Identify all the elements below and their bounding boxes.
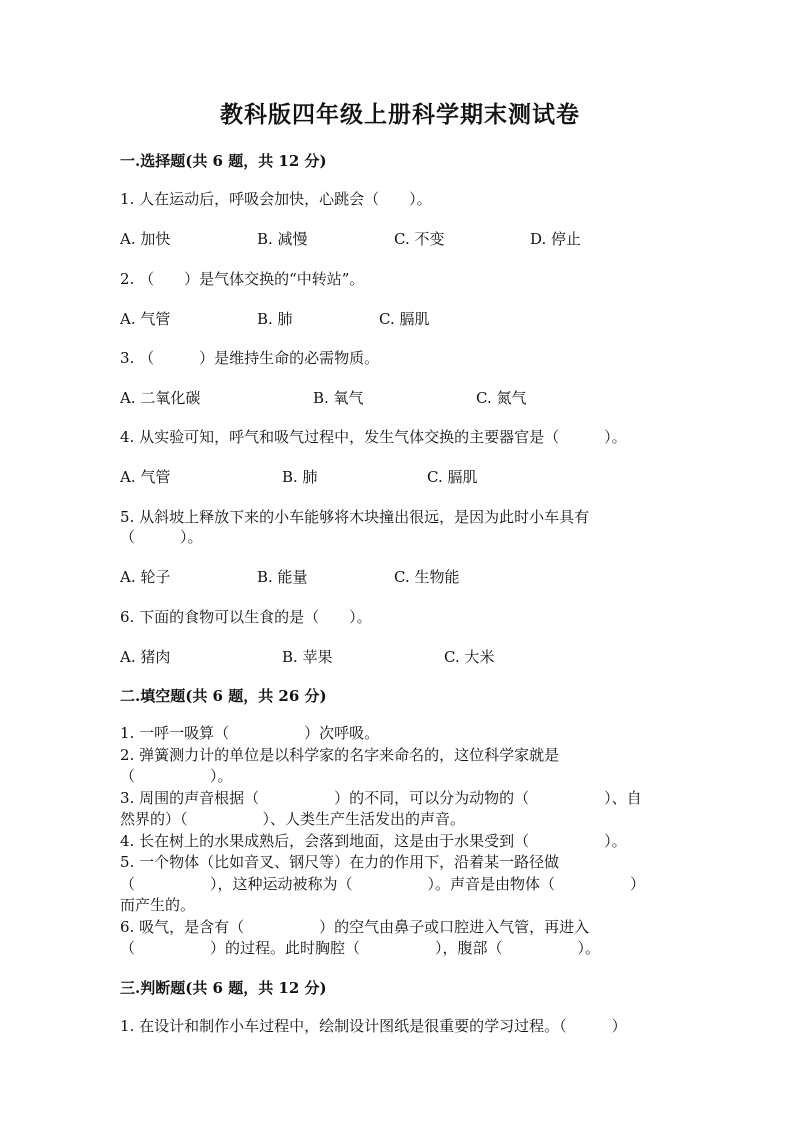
fill-line: 而产生的。 [120,896,196,914]
option-a: A. 气管 [120,310,171,328]
section-heading-choice: 一.选择题(共 6 题，共 12 分) [120,152,327,170]
option-c: C. 大米 [444,648,495,666]
question-text: 1. 人在运动后，呼吸会加快，心跳会（ ）。 [120,190,432,208]
fill-line: （ ）。 [120,767,233,785]
option-b: B. 减慢 [257,230,308,248]
section-heading-fill-blank: 二.填空题(共 6 题，共 26 分) [120,687,327,705]
option-c: C. 生物能 [394,568,460,586]
option-c: C. 不变 [394,230,445,248]
question-text: 4. 从实验可知，呼气和吸气过程中，发生气体交换的主要器官是（ ）。 [120,428,627,446]
option-a: A. 轮子 [120,568,171,586]
option-a: A. 加快 [120,230,171,248]
fill-line: 5. 一个物体（比如音叉、钢尺等）在力的作用下，沿着某一路径做 [120,853,560,871]
option-b: B. 氧气 [313,389,364,407]
question-text: 2. （ ）是气体交换的“中转站”。 [120,270,365,288]
section-heading-true-false: 三.判断题(共 6 题，共 12 分) [120,979,327,997]
fill-line: 6. 吸气，是含有（ ）的空气由鼻子或口腔进入气管，再进入 [120,918,590,936]
option-b: B. 肺 [257,310,293,328]
fill-line: （ ）的过程。此时胸腔（ ），腹部（ ）。 [120,939,601,957]
option-c: C. 膈肌 [379,310,430,328]
fill-line: （ ），这种运动被称为（ ）。声音是由物体（ ） [120,875,646,893]
question-text-continued: （ ）。 [120,528,203,546]
option-b: B. 能量 [257,568,308,586]
option-b: B. 苹果 [282,648,333,666]
option-a: A. 猪肉 [120,648,171,666]
option-d: D. 停止 [530,230,582,248]
question-text: 6. 下面的食物可以生食的是（ ）。 [120,608,372,626]
question-text: 3. （ ）是维持生命的必需物质。 [120,349,380,367]
fill-line: 2. 弹簧测力计的单位是以科学家的名字来命名的，这位科学家就是 [120,746,560,764]
fill-line: 1. 一呼一吸算（ ）次呼吸。 [120,724,380,742]
question-text: 1. 在设计和制作小车过程中，绘制设计图纸是很重要的学习过程。（ ） [120,1017,627,1035]
option-a: A. 气管 [120,468,171,486]
page-title: 教科版四年级上册科学期末测试卷 [220,101,580,128]
fill-line: 4. 长在树上的水果成熟后，会落到地面，这是由于水果受到（ ）。 [120,832,627,850]
option-b: B. 肺 [282,468,318,486]
fill-line: 3. 周围的声音根据（ ）的不同，可以分为动物的（ ）、自 [120,789,642,807]
option-c: C. 膈肌 [427,468,478,486]
question-text: 5. 从斜坡上释放下来的小车能够将木块撞出很远，是因为此时小车具有 [120,508,590,526]
option-a: A. 二氧化碳 [120,389,201,407]
option-c: C. 氮气 [476,389,527,407]
fill-line: 然界的）（ ）、人类生产生活发出的声音。 [120,810,466,828]
